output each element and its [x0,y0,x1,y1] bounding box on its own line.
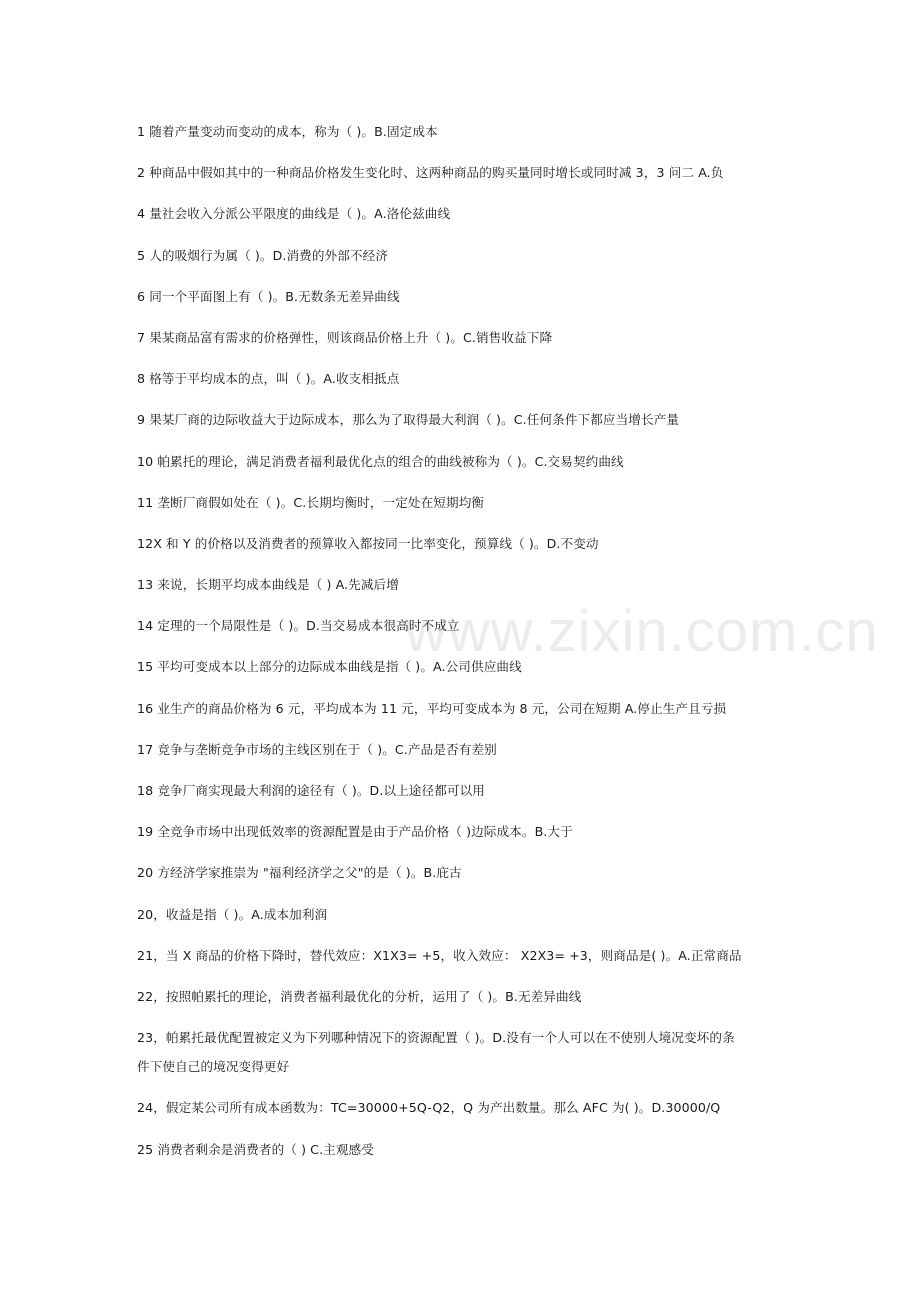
question-line: 6 同一个平面图上有（ )。B.无数条无差异曲线 [137,288,400,304]
question-line: 10 帕累托的理论，满足消费者福利最优化点的组合的曲线被称为（ )。C.交易契约曲线 [137,453,624,469]
question-line: 17 竞争与垄断竞争市场的主线区别在于（ )。C.产品是否有差别 [137,741,497,757]
question-line: 9 果某厂商的边际收益大于边际成本，那么为了取得最大利润（ )。C.任何条件下都应当增长产量 [137,412,680,428]
question-line: 4 量社会收入分派公平限度的曲线是（ )。A.洛伦兹曲线 [137,206,451,222]
question-line: 23，帕累托最优配置被定义为下列哪种情况下的资源配置（ )。D.没有一个人可以在不使别人境况变坏的条 [137,1030,735,1046]
question-line: 8 格等于平均成本的点，叫（ )。A.收支相抵点 [137,371,400,387]
question-line: 19 全竞争市场中出现低效率的资源配置是由于产品价格（ )边际成本。B.大于 [137,824,573,840]
question-line: 18 竞争厂商实现最大利润的途径有（ )。D.以上途径都可以用 [137,783,485,798]
question-list [137,119,797,1178]
question-line: 7 果某商品富有需求的价格弹性，则该商品价格上升（ )。C.销售收益下降 [137,329,553,345]
question-line: 5 人的吸烟行为属（ )。D.消费的外部不经济 [137,247,389,263]
question-line: 11 垄断厂商假如处在（ )。C.长期均衡时，一定处在短期均衡 [137,494,485,510]
question-line: 13 来说，长期平均成本曲线是（ ) A.先减后增 [137,577,399,593]
question-line: 16 业生产的商品价格为 6 元，平均成本为 11 元，平均可变成本为 8 元，公司在短期 A.停止生产且亏损 [137,700,727,716]
question-line: 20 方经济学家推崇为 "福利经济学之父"的是（ )。B.庇古 [137,865,462,881]
question-line: 25 消费者剩余是消费者的（ ) C.主观感受 [137,1141,374,1157]
watermark: www.zixin.com.cn [405,599,879,664]
question-line: 2 种商品中假如其中的一种商品价格发生变化时、这两种商品的购买量同时增长或同时减 3，3 问二 A.负 [137,165,724,181]
question-line: 件下使自己的境况变得更好 [137,1059,290,1075]
question-line: 1 随着产量变动而变动的成本，称为（ )。B.固定成本 [137,124,438,139]
question-line: 21，当 X 商品的价格下降时，替代效应：X1X3= +5，收入效应： X2X3= +3，则商品是( )。A.正常商品 [137,947,742,963]
question-line: 12X 和 Y 的价格以及消费者的预算收入都按同一比率变化，预算线（ )。D.不变动 [137,535,599,551]
question-line: 15 平均可变成本以上部分的边际成本曲线是指（ )。A.公司供应曲线 [137,659,522,675]
question-line: 20，收益是指（ )。A.成本加利润 [137,906,328,922]
question-line: 24，假定某公司所有成本函数为：TC=30000+5Q-Q2，Q 为产出数量。那么 AFC 为( )。D.30000/Q [137,1100,721,1116]
question-line: 14 定理的一个局限性是（ )。D.当交易成本很高时不成立 [137,618,460,634]
question-line: 22，按照帕累托的理论，消费者福利最优化的分析，运用了（ )。B.无差异曲线 [137,988,582,1004]
